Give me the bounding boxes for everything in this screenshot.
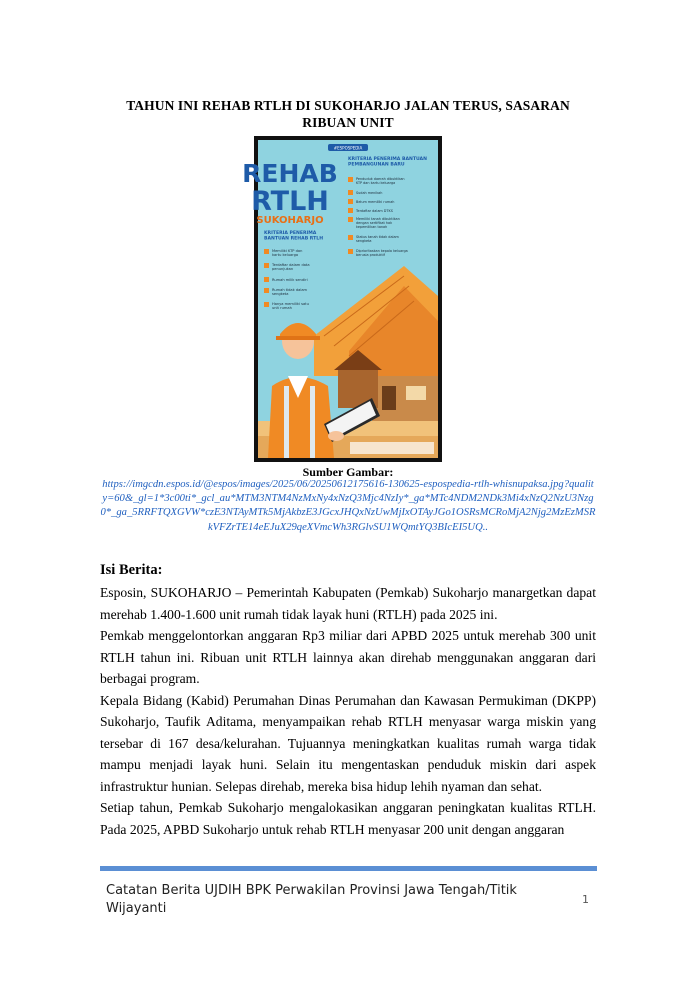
svg-text:Terdaftar dalam DTKS: Terdaftar dalam DTKS xyxy=(356,209,393,213)
svg-text:berusia produktif: berusia produktif xyxy=(356,253,385,257)
footer-note: Catatan Berita UJDIH BPK Perwakilan Provinsi Jawa Tengah/Titik Wijayanti xyxy=(106,883,517,916)
image-source-link[interactable]: https://imgcdn.espos.id/@espos/images/2025/06/20250612175616-130625-espospedia-rtlh-whisnupaksa.jpg?quality=60&_gl=1*3c00ti*_gcl_au*MTM3NTM4NzMxNy4xNzQ3Mjc4NzIy*_ga*MTc4NDM2NDk3Mi4xNzQ2NzU3Nzg0*_ga_5RRFTQXGVW*czE3NTAyMTk5MjAkbzE3JGcxJHQxNzUwMjIxOTAyJGo1OSRsMCRoMjA2Njg2MzEzMSRkVFZrTE14eEJuX29qeXVmcWh3RGlvSU1WQmtYQ3BIcEI5UQ.. xyxy=(100,479,596,533)
svg-text:kartu keluarga: kartu keluarga xyxy=(272,253,299,257)
section-heading: Isi Berita: xyxy=(100,562,163,578)
paragraph: Pemkab menggelontorkan anggaran Rp3 miliar dari APBD 2025 untuk merehab 300 unit RTLH tahun ini. Ribuan unit RTLH lainnya akan direhab menggunakan anggaran dari berbagai program. xyxy=(100,628,596,686)
svg-text:Status tanah tidak dalam: Status tanah tidak dalam xyxy=(356,235,399,239)
svg-text:Diprioritaskan kepala keluarga: Diprioritaskan kepala keluarga xyxy=(356,249,408,253)
paragraph: Setiap tahun, Pemkab Sukoharjo mengalokasikan anggaran peningkatan kualitas RTLH. Pada 2025, APBD Sukoharjo untuk rehab RTLH menyasar 200 unit dengan anggaran xyxy=(100,800,596,837)
image-source-label: Sumber Gambar: xyxy=(302,465,394,479)
paragraph: Esposin, SUKOHARJO – Pemerintah Kabupaten (Pemkab) Sukoharjo manargetkan dapat merehab 1.400-1.600 unit rumah tidak layak huni (RTLH) pada 2025 ini. xyxy=(100,585,596,622)
svg-text:kepemilikan tanah: kepemilikan tanah xyxy=(356,225,388,229)
poster-title-sukoharjo: SUKOHARJO xyxy=(256,215,324,226)
footer-divider xyxy=(100,866,597,871)
article-title: TAHUN INI REHAB RTLH DI SUKOHARJO JALAN TERUS, SASARAN RIBUAN UNIT xyxy=(126,98,570,130)
svg-text:Sudah menikah: Sudah menikah xyxy=(356,191,383,195)
svg-text:unit rumah: unit rumah xyxy=(272,306,292,310)
svg-text:Belum memiliki rumah: Belum memiliki rumah xyxy=(356,200,395,204)
svg-text:Memiliki KTP dan: Memiliki KTP dan xyxy=(272,249,303,253)
poster-title-rtlh: RTLH xyxy=(251,186,329,217)
svg-text:Memiliki tanah dibuktikan: Memiliki tanah dibuktikan xyxy=(356,217,400,221)
svg-text:KRITERIA PENERIMA BANTUAN: KRITERIA PENERIMA BANTUAN PEMBANGUNAN BARU xyxy=(348,157,427,168)
svg-text:Penduduk daerah dibuktikan: Penduduk daerah dibuktikan xyxy=(356,177,405,181)
svg-text:Rumah milik sendiri: Rumah milik sendiri xyxy=(272,278,308,282)
svg-text:Rumah tidak dalam: Rumah tidak dalam xyxy=(272,288,308,292)
svg-text:sengketa: sengketa xyxy=(356,239,372,243)
article-image xyxy=(242,136,442,462)
svg-text:Hanya memiliki satu: Hanya memiliki satu xyxy=(272,302,309,306)
paragraph: Kepala Bidang (Kabid) Perumahan Dinas Perumahan dan Kawasan Permukiman (DKPP) Sukoharjo, Taufik Aditama, menyampaikan rehab RTLH menyasar warga miskin yang tersebar di 167 desa/kelurahan. Tujuannya meningkatkan kualitas rumah warga tidak mampu menjadi layak huni. Selain itu mengentaskan penduduk miskin dari aspek infrastruktur hunian. Selepas direhab, mereka bisa hidup lehih nyaman dan sehat. xyxy=(100,692,596,794)
svg-text:KRITERIA PENERIMA BANT: KRITERIA PENERIMA BANTUAN REHAB RTLH xyxy=(264,231,324,242)
poster-title-rehab: REHAB xyxy=(242,159,338,188)
svg-text:penunjukan: penunjukan xyxy=(272,267,294,271)
svg-text:sengketa: sengketa xyxy=(272,292,289,296)
svg-text:KTP dan kartu keluarga: KTP dan kartu keluarga xyxy=(356,181,396,185)
article-body xyxy=(100,582,596,840)
svg-text:dengan sertifikat hak: dengan sertifikat hak xyxy=(356,221,393,225)
page-number: 1 xyxy=(582,893,589,906)
svg-text:Terdaftar dalam data: Terdaftar dalam data xyxy=(272,263,310,267)
poster-badge: #ESPOSPEDIA xyxy=(333,145,363,151)
